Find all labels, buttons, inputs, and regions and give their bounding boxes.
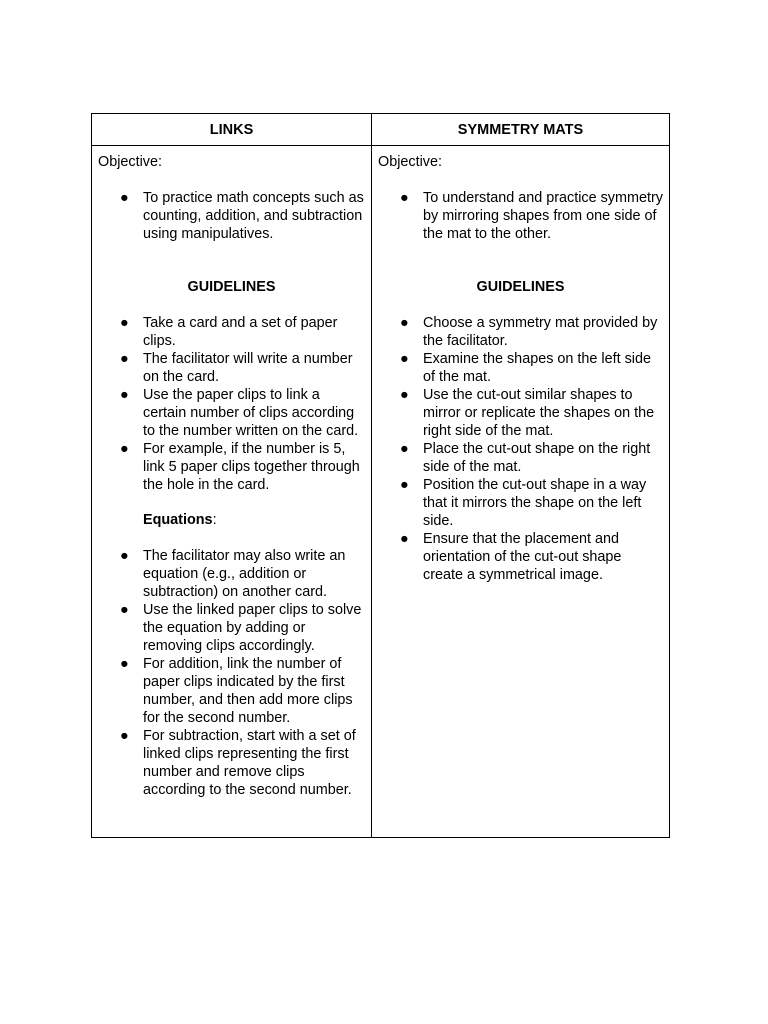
list-item-text: Position the cut-out shape in a way that it mirrors the shape on the left side. bbox=[423, 477, 647, 529]
list-item bbox=[120, 189, 365, 243]
bullet-icon: ● bbox=[400, 477, 409, 493]
bullet-icon: ● bbox=[120, 441, 129, 457]
guidelines-list bbox=[378, 314, 663, 584]
column-header-links: LINKS bbox=[92, 114, 372, 146]
list-item bbox=[120, 386, 365, 440]
guidelines-heading: GUIDELINES bbox=[187, 279, 276, 295]
bullet-icon: ● bbox=[120, 190, 129, 206]
bullet-icon: ● bbox=[400, 441, 409, 457]
list-item-text: For subtraction, start with a set of linked clips representing the first number and remove clips according to the second number. bbox=[143, 728, 356, 798]
objective-label: Objective: bbox=[98, 154, 162, 170]
list-item bbox=[400, 350, 663, 386]
list-item-text: Take a card and a set of paper clips. bbox=[143, 315, 338, 349]
equations-list bbox=[98, 547, 365, 799]
bullet-icon: ● bbox=[400, 190, 409, 206]
list-item-text: For addition, link the number of paper clips indicated by the first number, and then add more clips for the second number. bbox=[143, 656, 353, 726]
objective-list bbox=[378, 189, 663, 243]
bullet-icon: ● bbox=[120, 387, 129, 403]
objective-list bbox=[98, 189, 365, 243]
list-item bbox=[120, 440, 365, 494]
list-item bbox=[400, 476, 663, 530]
bullet-icon: ● bbox=[400, 351, 409, 367]
list-item bbox=[120, 655, 365, 727]
header-row bbox=[92, 114, 670, 146]
column-header-symmetry-mats: SYMMETRY MATS bbox=[372, 114, 670, 146]
list-item bbox=[400, 530, 663, 584]
guidelines-heading: GUIDELINES bbox=[476, 279, 565, 295]
list-item-text: For example, if the number is 5, link 5 paper clips together through the hole in the card. bbox=[143, 441, 360, 493]
list-item-text: The facilitator will write a number on the card. bbox=[143, 351, 353, 385]
list-item bbox=[400, 440, 663, 476]
list-item-text: Place the cut-out shape on the right side of the mat. bbox=[423, 441, 651, 475]
list-item-text: The facilitator may also write an equation (e.g., addition or subtraction) on another card. bbox=[143, 548, 346, 600]
list-item-text: Choose a symmetry mat provided by the facilitator. bbox=[423, 315, 658, 349]
list-item-text: To understand and practice symmetry by mirroring shapes from one side of the mat to the other. bbox=[423, 190, 663, 242]
list-item bbox=[120, 350, 365, 386]
list-item-text: Use the paper clips to link a certain number of clips according to the number written on the card. bbox=[143, 387, 359, 439]
list-item-text: Ensure that the placement and orientation of the cut-out shape create a symmetrical image. bbox=[423, 531, 622, 583]
symmetry-mats-cell bbox=[372, 146, 670, 838]
list-item-text: Use the linked paper clips to solve the equation by adding or removing clips accordingly. bbox=[143, 602, 362, 654]
content-row bbox=[92, 146, 670, 838]
objective-label: Objective: bbox=[378, 154, 442, 170]
guidelines-list bbox=[98, 314, 365, 494]
bullet-icon: ● bbox=[400, 315, 409, 331]
bullet-icon: ● bbox=[120, 548, 129, 564]
bullet-icon: ● bbox=[400, 387, 409, 403]
bullet-icon: ● bbox=[120, 728, 129, 744]
list-item bbox=[400, 386, 663, 440]
equations-label: Equations bbox=[143, 512, 213, 528]
bullet-icon: ● bbox=[120, 315, 129, 331]
equations-heading bbox=[143, 511, 365, 529]
list-item-text: Use the cut-out similar shapes to mirror or replicate the shapes on the right side of the mat. bbox=[423, 387, 655, 439]
bullet-icon: ● bbox=[120, 351, 129, 367]
bullet-icon: ● bbox=[120, 602, 129, 618]
equations-colon: : bbox=[212, 512, 217, 528]
list-item bbox=[120, 314, 365, 350]
links-cell bbox=[92, 146, 372, 838]
activity-table bbox=[91, 113, 670, 838]
list-item bbox=[120, 547, 365, 601]
bullet-icon: ● bbox=[400, 531, 409, 547]
list-item bbox=[120, 601, 365, 655]
bullet-icon: ● bbox=[120, 656, 129, 672]
list-item bbox=[120, 727, 365, 799]
list-item bbox=[400, 314, 663, 350]
list-item-text: Examine the shapes on the left side of the mat. bbox=[423, 351, 651, 385]
list-item-text: To practice math concepts such as counting, addition, and subtraction using manipulatives. bbox=[143, 190, 364, 242]
list-item bbox=[400, 189, 663, 243]
